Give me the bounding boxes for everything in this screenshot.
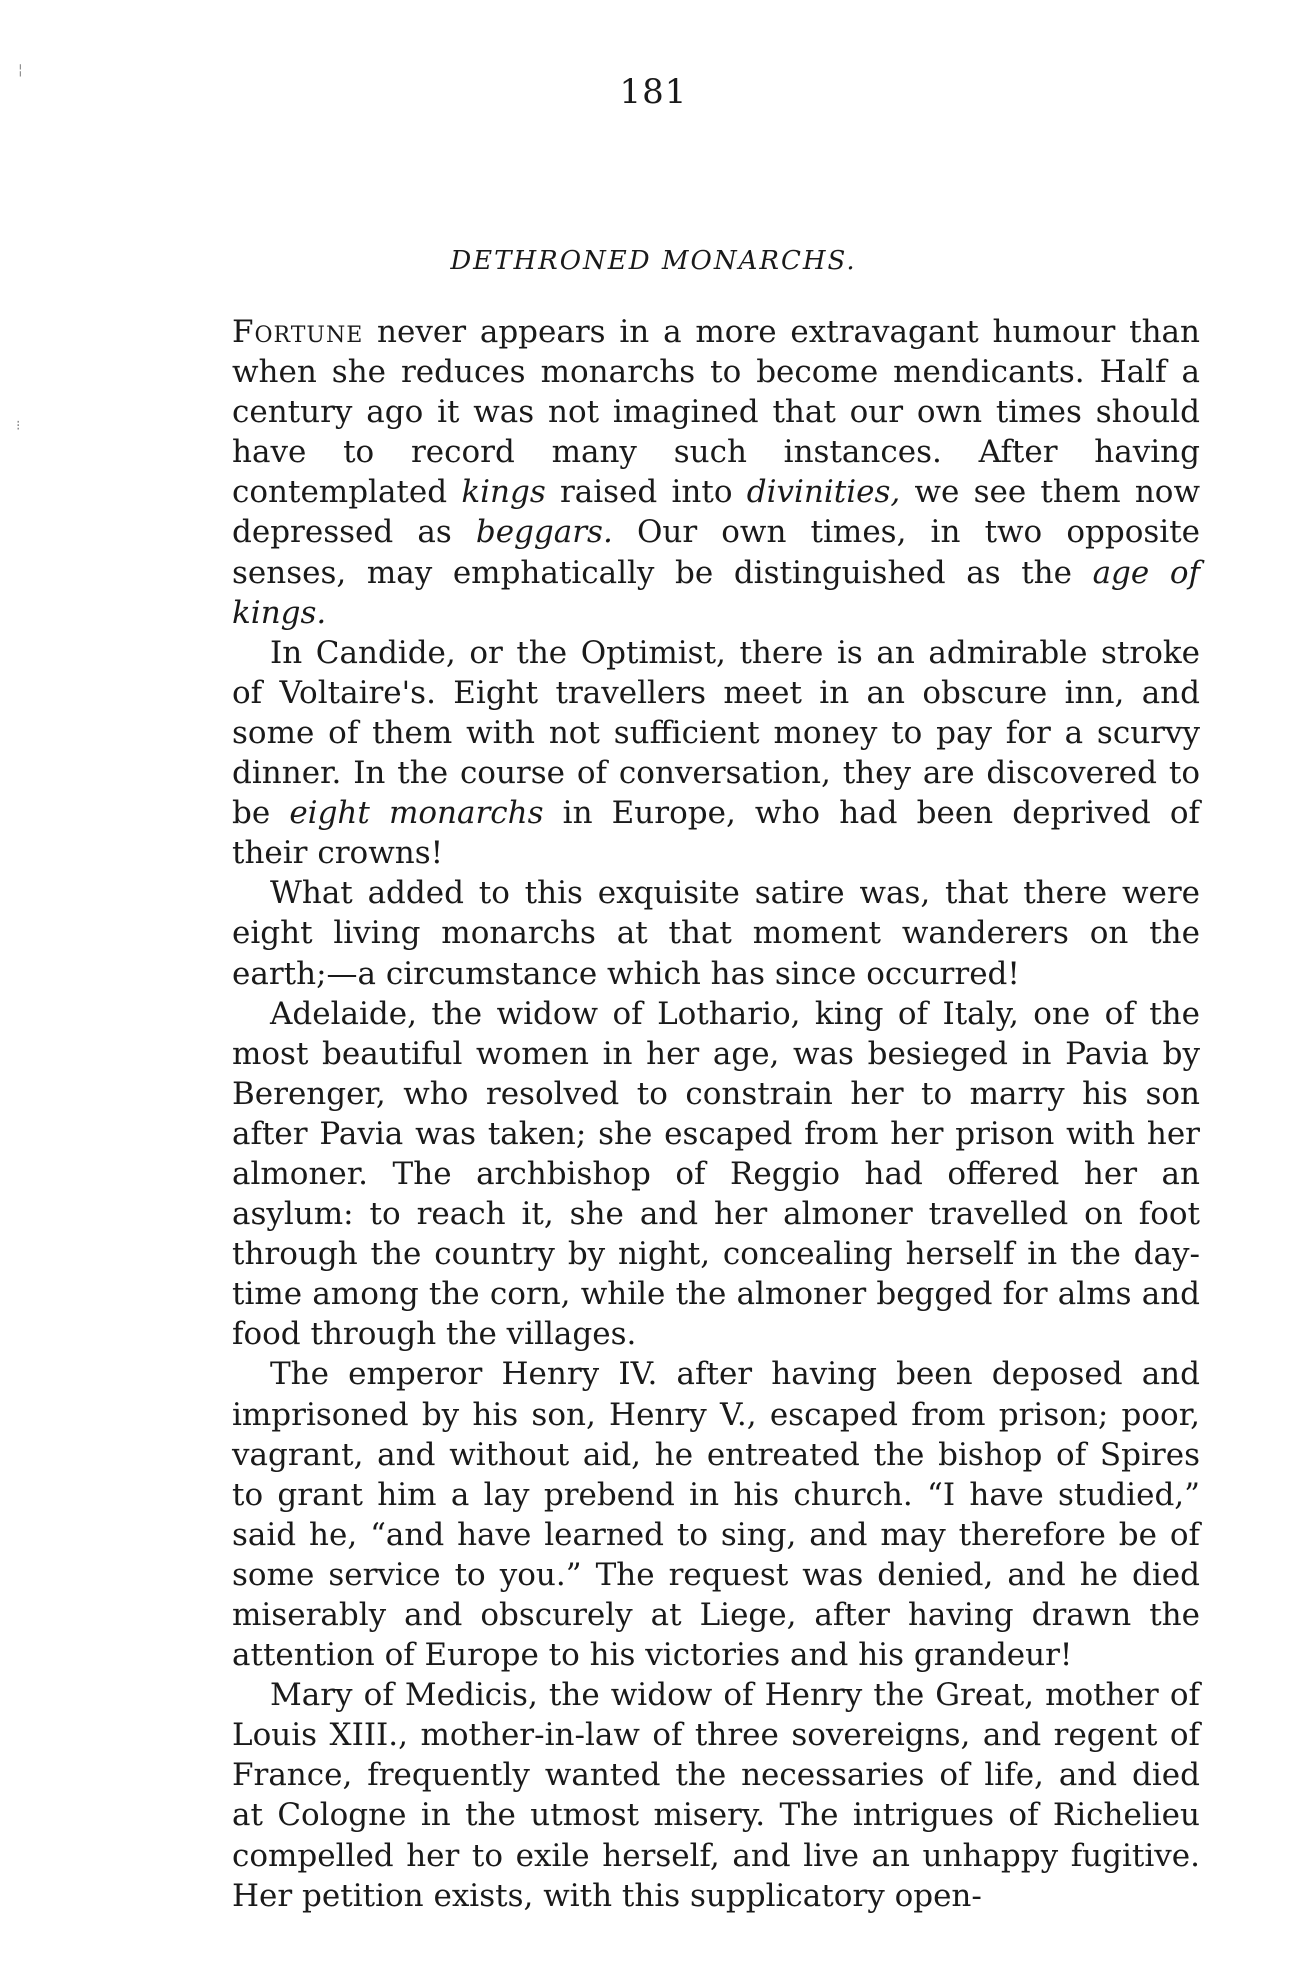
margin-mark: ¦	[18, 62, 23, 78]
paragraph: What added to this exquisite satire was, that there were eight living monarchs at that moment wanderers on the earth;—a circumstance which has since occurred!	[232, 875, 1200, 992]
body-text	[232, 312, 1200, 1916]
paragraph: Mary of Medicis, the widow of Henry the Great, mother of Louis XIII., mother-in-law of three sovereigns, and regent of France, frequently wanted the necessaries of life, and died at Cologne in the utmost misery. The intrigues of Richelieu compelled her to exile herself, and live an unhappy fugitive. Her petition exists, with this supplicatory open-	[232, 1677, 1200, 1914]
drop-lead-word: Fortune	[232, 314, 364, 350]
margin-mark: ⁝	[16, 418, 21, 434]
paragraph: The emperor Henry IV. after having been deposed and imprisoned by his son, Henry V., escaped from prison; poor, vagrant, and without aid, he entreated the bishop of Spires to grant him a lay prebend in his church. “I have studied,” said he, “and have learned to sing, and may therefore be of some service to you.” The request was denied, and he died miserably and obscurely at Liege, after having drawn the attention of Europe to his victories and his grandeur!	[232, 1356, 1200, 1674]
page-number: 181	[619, 72, 688, 112]
paragraph: Adelaide, the widow of Lothario, king of Italy, one of the most beautiful women in her age, was besieged in Pavia by Berenger, who resolved to constrain her to marry his son after Pavia was taken; she escaped from her prison with her almoner. The archbishop of Reggio had offered her an asylum: to reach it, she and her almoner travelled on foot through the country by night, concealing herself in the day-time among the corn, while the almoner begged for alms and food through the villages.	[232, 995, 1200, 1353]
paragraph: In Candide, or the Optimist, there is an admirable stroke of Voltaire's. Eight travellers meet in an obscure inn, and some of them with not sufficient money to pay for a scurvy dinner. In the course of conversation, they are discovered to be eight monarchs in Europe, who had been deprived of their crowns!	[232, 634, 1200, 872]
paragraph: Fortune never appears in a more extravagant humour than when she reduces monarchs to become mendicants. Half a century ago it was not imagined that our own times should have to record many such instances. After having contemplated kings raised into divinities, we see them now depressed as beggars. Our own times, in two opposite senses, may emphatically be distinguished as the age of kings.	[232, 314, 1200, 631]
page-title: DETHRONED MONARCHS.	[450, 246, 857, 276]
